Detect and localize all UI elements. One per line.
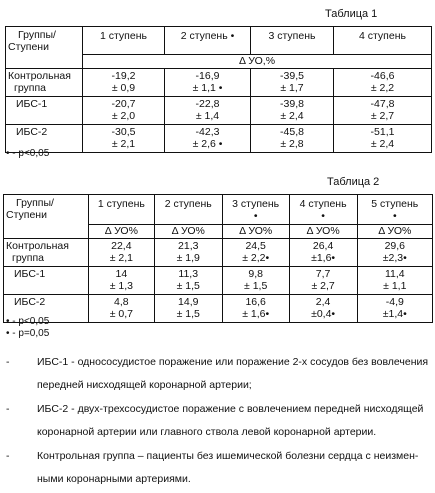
table2-delta-label: Δ УО%	[289, 225, 357, 239]
table-row	[4, 239, 433, 267]
legend-dash: -	[6, 450, 10, 462]
table2-cell: 24,5 ± 2,2•	[222, 239, 289, 267]
table2-stage-2: 2 ступень	[154, 195, 222, 225]
table2-delta-label: Δ УО%	[222, 225, 289, 239]
table2-stage-3: 3 ступень •	[222, 195, 289, 225]
table2-cell: 21,3 ± 1,9	[154, 239, 222, 267]
table2-cell: -4,9 ±1,4•	[357, 295, 432, 323]
table1-row-label: ИБС-2	[6, 125, 83, 153]
table2-group-header-line1: Группы/	[16, 197, 54, 209]
table1-group-header-line1: Группы/	[18, 29, 56, 41]
legend-item-ibs2	[6, 403, 430, 438]
legend-dash: -	[6, 356, 10, 368]
table1-caption: Таблица 1	[325, 8, 378, 20]
table2-row-label: ИБС-2	[4, 295, 89, 323]
table1-cell: -51,1 ± 2,4	[334, 125, 432, 153]
legend-text: коронарной артерии или главного ствола левой коронарной артерии.	[37, 426, 377, 438]
table1-group-header	[6, 27, 83, 69]
table1-cell: -22,8 ± 1,4	[165, 97, 251, 125]
table2-delta-label: Δ УО%	[357, 225, 432, 239]
table1-stage-2: 2 ступень •	[165, 27, 251, 55]
table-row	[6, 69, 432, 97]
table1-cell: -45,8 ± 2,8	[251, 125, 334, 153]
table2-cell: 7,7 ± 2,7	[289, 267, 357, 295]
table2-group-header-line2: Ступени	[6, 209, 47, 221]
table-row	[6, 97, 432, 125]
table1-group-header-line2: Ступени	[8, 41, 49, 53]
table-row	[4, 295, 433, 323]
legend-text: ИБС-2 - двух-трехсосудистое поражение с вовлечением передней нисходящей	[37, 403, 424, 415]
table1-cell: -20,7 ± 2,0	[83, 97, 165, 125]
table-row	[6, 125, 432, 153]
table2-delta-label: Δ УО%	[154, 225, 222, 239]
table1-notes	[6, 148, 49, 160]
table2-cell: 14 ± 1,3	[88, 267, 154, 295]
table2-group-header	[4, 195, 89, 239]
table2-cell: 9,8 ± 1,5	[222, 267, 289, 295]
table1-cell: -47,8 ± 2,7	[334, 97, 432, 125]
table2-notes	[6, 316, 49, 340]
table1-row-label: ИБС-1	[6, 97, 83, 125]
table2-cell: 2,4 ±0,4•	[289, 295, 357, 323]
table1-cell: -19,2 ± 0,9	[83, 69, 165, 97]
table2-stage-5: 5 ступень •	[357, 195, 432, 225]
table2-stage-1: 1 ступень	[88, 195, 154, 225]
table1-cell: -39,8 ± 2,4	[251, 97, 334, 125]
legend-text: ИБС-1 - однососудистое поражение или поражение 2-х сосудов без вовлечения	[37, 356, 429, 368]
table1-delta-label: Δ УО,%	[83, 55, 432, 69]
table2-cell: 26,4 ±1,6•	[289, 239, 357, 267]
legend-item-control	[6, 450, 430, 485]
table2-header-row	[4, 195, 433, 225]
legend-text: передней нисходящей коронарной артерии;	[37, 379, 252, 391]
table1-cell: -30,5 ± 2,1	[83, 125, 165, 153]
table2-cell: 14,9 ± 1,5	[154, 295, 222, 323]
legend-text: ными коронарными артериями.	[37, 473, 191, 485]
legend-text: Контрольная группа – пациенты без ишемической болезни сердца с неизмен-	[37, 450, 419, 462]
table1-stage-1: 1 ступень	[83, 27, 165, 55]
table2	[3, 194, 433, 323]
table2-cell: 11,4 ± 1,1	[357, 267, 432, 295]
table2-delta-label: Δ УО%	[88, 225, 154, 239]
table2-note: • - p<0,05	[6, 316, 50, 327]
table1	[5, 26, 432, 153]
table1-cell: -39,5 ± 1,7	[251, 69, 334, 97]
table1-row-label: Контрольная группа	[6, 69, 83, 97]
legend-item-ibs1	[6, 356, 430, 391]
table2-row-label: ИБС-1	[4, 267, 89, 295]
table2-cell: 16,6 ± 1,6•	[222, 295, 289, 323]
table1-stage-3: 3 ступень	[251, 27, 334, 55]
table-row	[4, 267, 433, 295]
legend-dash: -	[6, 403, 10, 415]
table2-cell: 11,3 ± 1,5	[154, 267, 222, 295]
table2-cell: 22,4 ± 2,1	[88, 239, 154, 267]
table2-note: • - p=0,05	[6, 328, 50, 339]
table2-cell: 29,6 ±2,3•	[357, 239, 432, 267]
table1-cell: -16,9 ± 1,1 •	[165, 69, 251, 97]
table1-cell: -46,6 ± 2,2	[334, 69, 432, 97]
table2-stage-4: 4 ступень •	[289, 195, 357, 225]
table2-cell: 4,8 ± 0,7	[88, 295, 154, 323]
table1-header-row	[6, 27, 432, 55]
table2-caption: Таблица 2	[327, 176, 380, 188]
table1-stage-4: 4 ступень	[334, 27, 432, 55]
table1-cell: -42,3 ± 2,6 •	[165, 125, 251, 153]
table1-note: • - p<0,05	[6, 148, 50, 159]
table2-row-label: Контрольная группа	[4, 239, 89, 267]
